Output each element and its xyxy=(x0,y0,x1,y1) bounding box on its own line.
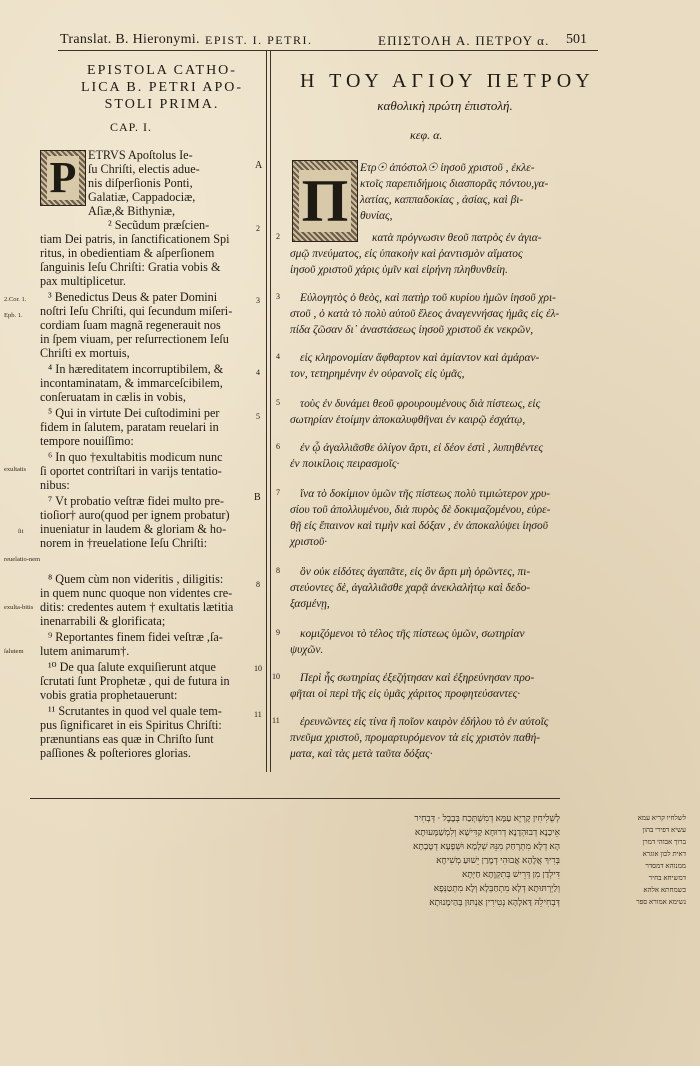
page-number: 501 xyxy=(566,32,587,47)
greek-text-line: ἐρευνῶντες εἰς τίνα ἢ ποῖον καιρὸν ἐδήλου τὸ ἐν αὐτοῖς xyxy=(300,716,549,728)
greek-text-line: θῇ εἰς ἔπαινον καὶ τιμὴν καὶ δόξαν , ἐν ἀποκαλύψει ἰησοῦ xyxy=(290,520,548,532)
hebrew-text-line: הָא דְלָא מִתְרְחַק מִנֵּהּ שְׁלָמָא וּשְׁפָעָא דְטָבָתָא xyxy=(412,841,560,851)
greek-text-line: ἰησοῦ χριστοῦ χάρις ὑμῖν καὶ εἰρήνη πληθυνθείη. xyxy=(290,264,508,276)
margin-note: 2.Cor. 1. xyxy=(4,296,27,303)
latin-text-line: ETRVS Apoſtolus Ie- xyxy=(88,148,193,162)
latin-text-line: cordiam ſuam magnã regenerauit nos xyxy=(40,318,221,332)
greek-text-line: ὃν οὐκ εἰδότες ἀγαπᾶτε, εἰς ὃν ἄρτι μὴ ὁρῶντες, πι- xyxy=(300,566,531,578)
running-header-left: Translat. B. Hieronymi. xyxy=(60,32,200,47)
latin-text-line: Chriſti ex mortuis, xyxy=(40,346,130,360)
greek-text-line: πίδα ζῶσαν δι᾽ ἀναστάσεως ἰησοῦ χριστοῦ ἐκ νεκρῶν, xyxy=(290,324,534,336)
greek-text-line: σωτηρίαν ἑτοίμην ἀποκαλυφθῆναι ἐν καιρῷ ἐσχάτῳ, xyxy=(290,414,526,426)
latin-text-line: ſu Chriſti, electis adue- xyxy=(88,162,200,176)
latin-text-line: conſeruatam in cælis in vobis, xyxy=(40,390,186,404)
greek-verse-number: 7 xyxy=(276,488,280,497)
latin-text-line: ³ Benedictus Deus & pater Domini xyxy=(48,290,218,304)
latin-text-line: in ſpem viuam, per reſurrectionem Ieſu xyxy=(40,332,229,346)
greek-text-line: ξασμένῃ, xyxy=(290,598,330,610)
latin-text-line: ⁸ Quem cùm non videritis , diligitis: xyxy=(48,572,224,586)
latin-text-line: ⁷ Vt probatio veſtræ fidei multo pre- xyxy=(48,494,224,508)
latin-drop-cap-letter: P xyxy=(47,156,80,200)
greek-text-line: φῆται οἱ περὶ τῆς εἰς ὑμᾶς χάριτος προφητεύσαντες· xyxy=(290,688,521,700)
greek-text-line: Περὶ ἧς σωτηρίας ἐξεζήτησαν καὶ ἐξηρεύνησαν προ- xyxy=(300,672,535,684)
footer-rule xyxy=(30,798,560,799)
greek-text-line: ἐν ᾧ ἀγαλλιᾶσθε ὀλίγον ἄρτι, εἰ δέον ἐστὶ , λυπηθέντες xyxy=(300,442,543,454)
latin-text-line: paſſiones & poſteriores glorias. xyxy=(40,746,191,760)
greek-text-line: Εὐλογητὸς ὁ θεὸς, καὶ πατὴρ τοῦ κυρίου ἡμῶν ἰησοῦ χρι- xyxy=(300,292,556,304)
latin-text-line: pax multiplicetur. xyxy=(40,274,126,288)
hebrew-margin-line: לשלחיו קריא עמא xyxy=(637,814,686,822)
latin-title-line: STOLI PRIMA. xyxy=(104,97,220,112)
greek-title: Η ΤΟΥ ΑΓΙΟΥ ΠΕΤΡΟΥ xyxy=(300,70,595,92)
greek-verse-number: 3 xyxy=(276,292,280,301)
latin-text-line: ſcrutati ſunt Prophetæ , qui de futura in xyxy=(40,674,230,688)
hebrew-margin-line: נשימא אמורא ספר xyxy=(636,898,686,906)
margin-note: exultatis xyxy=(4,466,27,473)
greek-text-line: στεύοντες δὲ, ἀγαλλιᾶσθε χαρᾷ ἀνεκλαλήτῳ καὶ δεδο- xyxy=(290,582,531,594)
latin-text-line: nis diſperſionis Ponti, xyxy=(88,176,193,190)
latin-drop-cap xyxy=(40,150,86,206)
latin-verse-number: 10 xyxy=(254,664,262,673)
greek-text-line: ἐν ποικίλοις πειρασμοῖς· xyxy=(290,458,400,470)
greek-text-line: εἰς κληρονομίαν ἄφθαρτον καὶ ἀμίαντον καὶ ἀμάραν- xyxy=(300,352,540,364)
latin-text-line: ſanguinis Ieſu Chriſti: Gratia vobis & xyxy=(40,260,221,274)
greek-text-line: ἵνα τὸ δοκίμιον ὑμῶν τῆς πίστεως πολὺ τιμιώτερον χρυ- xyxy=(300,488,551,500)
margin-note: ſalutem xyxy=(4,648,24,655)
greek-verse-number: 9 xyxy=(276,628,280,637)
latin-text-line: Galatiæ, Cappadociæ, xyxy=(88,190,196,204)
latin-section-mark: A xyxy=(255,160,263,171)
latin-text-line: ritus, in obedientiam & aſperſionem xyxy=(40,246,215,260)
greek-verse-number: 10 xyxy=(272,672,280,681)
latin-text-line: prænuntians eas quæ in Chriſto ſunt xyxy=(40,732,214,746)
latin-text-line: norem in †reuelatione Ieſu Chriſti: xyxy=(40,536,208,550)
latin-text-line: inueniatur in laudem & gloriam & ho- xyxy=(40,522,227,536)
greek-drop-cap-letter: Π xyxy=(299,170,352,232)
latin-text-line: ⁹ Reportantes finem fidei veſtræ ,ſa- xyxy=(48,630,223,644)
hebrew-text-line: בְּרִיךְ אֲלָהָא אֲבוּהִי דְמָרַן יֵשׁוּעַ מְשִׁיחָא xyxy=(436,855,560,865)
latin-verse-number: 3 xyxy=(256,296,260,305)
greek-text-line: σμῷ πνεύματος, εἰς ὑπακοὴν καὶ ῥαντισμὸν αἵματος xyxy=(290,248,523,260)
latin-verse-number: 11 xyxy=(254,710,262,719)
hebrew-margin-line: ממנוהא דמסדר xyxy=(645,862,686,870)
latin-text-line: noſtri Ieſu Chriſti, qui ſecundum miſeri- xyxy=(40,304,233,318)
latin-verse-number: 8 xyxy=(256,580,260,589)
latin-text-line: tioſior† auro(quod per ignem probatur) xyxy=(40,508,230,522)
latin-text-line: lutem animarum†. xyxy=(40,644,130,658)
greek-verse-number: 11 xyxy=(272,716,280,725)
margin-note: exulta-bitis xyxy=(4,604,34,611)
hebrew-text-line: וְלַיְרְתּוּתָא דְלָא מִתְחַבְּלָא וְלָא מִתְטַנְּפָא xyxy=(433,883,560,893)
latin-title xyxy=(62,62,262,113)
latin-text-line: nibus: xyxy=(40,478,70,492)
greek-verse-number: 2 xyxy=(276,232,280,241)
latin-text-line: tempore nouiſſimo: xyxy=(40,434,134,448)
hebrew-text-line: אֵיכַנָא דְבוּהְדָנָא דְרוּחָא קַדִּישָׁא וְלִמְשַׁמָּעוּתָא xyxy=(414,827,560,837)
running-header-middle: EPIST. I. PETRI. xyxy=(205,33,313,47)
latin-text-line: ² Secũdum præſcien- xyxy=(108,218,210,232)
greek-text-line: πνεῦμα χριστοῦ, προμαρτυρόμενον τὰ εἰς χριστὸν παθή- xyxy=(290,732,541,744)
greek-text-line: Ετρ☉ ἀπόστολ☉ ἰησοῦ χριστοῦ , ἐκλε- xyxy=(360,162,535,174)
greek-text-line: σίου τοῦ ἀπολλυμένου, διὰ πυρὸς δὲ δοκιμαζομένου, εὑρε- xyxy=(290,504,551,516)
latin-text-line: ⁵ Qui in virtute Dei cuſtodimini per xyxy=(48,406,220,420)
greek-text-line: χριστοῦ· xyxy=(290,536,328,548)
latin-text-line: tiam Dei patris, in ſanctificationem Spi xyxy=(40,232,230,246)
hebrew-margin-line: ברוך אבוהי דמרן xyxy=(642,838,686,846)
latin-title-line: EPISTOLA CATHO- xyxy=(87,63,237,78)
hebrew-margin-line: כשמחתא אלהא xyxy=(643,886,686,894)
greek-text-line: τοὺς ἐν δυνάμει θεοῦ φρουρουμένους διὰ πίστεως, εἰς xyxy=(300,398,541,410)
running-header-right: ΕΠΙΣΤΟΛΗ Α. ΠΕΤΡΟΥ α. xyxy=(378,33,550,48)
latin-text-line: pus ſignificaret in eis Spiritus Chriſti: xyxy=(40,718,222,732)
greek-text-line: θυνίας, xyxy=(360,210,393,222)
latin-text-line: inenarrabili & glorificata; xyxy=(40,614,166,628)
latin-text-line: ⁶ In quo †exultabitis modicum nunc xyxy=(48,450,223,464)
latin-text-line: ¹¹ Scrutantes in quod vel quale tem- xyxy=(48,704,222,718)
greek-text-line: στοῦ , ὁ κατὰ τὸ πολὺ αὐτοῦ ἔλεος ἀναγεννήσας ἡμᾶς εἰς ἐλ- xyxy=(290,308,560,320)
greek-verse-number: 8 xyxy=(276,566,280,575)
hebrew-text-line: דִּילְדַן מִן דְּרֵישׁ בְּתִקְוָתָא חַיְּתָא xyxy=(461,869,560,879)
latin-text-line: incontaminatam, & immarceſcibilem, xyxy=(40,376,223,390)
column-divider-inner xyxy=(270,50,271,772)
latin-text-line: ditis: credentes autem † exultatis lætitia xyxy=(40,600,234,614)
greek-text-line: κτοῖς παρεπιδήμοις διασπορᾶς πόντου,γα- xyxy=(360,178,549,190)
greek-text-line: λατίας, καππαδοκίας , ἀσίας, καὶ βι- xyxy=(360,194,524,206)
latin-text-line: ⁴ In hæreditatem incorruptibilem, & xyxy=(48,362,224,376)
latin-text-line: Aſiæ,& Bithyniæ, xyxy=(88,204,176,218)
latin-text-line: fidem in ſalutem, paratam reuelari in xyxy=(40,420,219,434)
column-divider xyxy=(266,50,267,772)
margin-note: Epb. 1. xyxy=(4,312,23,319)
latin-section-mark: B xyxy=(254,492,261,503)
greek-verse-number: 5 xyxy=(276,398,280,407)
latin-text-line: vobis gratia prophetauerunt: xyxy=(40,688,178,702)
greek-chapter-heading: κεφ. α. xyxy=(410,128,443,142)
greek-verse-number: 4 xyxy=(276,352,280,361)
greek-text-line: κατὰ πρόγνωσιν θεοῦ πατρὸς ἐν ἁγια- xyxy=(372,232,542,244)
greek-text-line: κομιζόμενοι τὸ τέλος τῆς πίστεως ὑμῶν, σωτηρίαν xyxy=(300,628,525,640)
greek-drop-cap xyxy=(292,160,358,242)
greek-text-line: ψυχῶν. xyxy=(290,644,324,656)
latin-verse-number: 5 xyxy=(256,412,260,421)
margin-note: ſit xyxy=(18,528,24,535)
latin-text-line: in quem nunc quoque non videntes cre- xyxy=(40,586,233,600)
greek-subtitle: καθολικὴ πρώτη ἐπιστολή. xyxy=(377,98,513,113)
hebrew-margin-line: דאית לכון אוגרא xyxy=(642,850,686,858)
header-rule xyxy=(58,50,598,51)
hebrew-margin-line: דמשיחא בחיר xyxy=(648,874,686,882)
latin-verse-number: 2 xyxy=(256,224,260,233)
latin-chapter-heading: CAP. I. xyxy=(110,120,153,134)
latin-verse-number: 4 xyxy=(256,368,260,377)
margin-note: reuelatio-nem xyxy=(4,556,41,563)
latin-text-line: ſi oportet contriſtari in varijs tentatio- xyxy=(40,464,222,478)
hebrew-text-line: דְּבְחִילֵהּ דַּאלָהָא נְטִירִין אַנְתּוּן בְּהַימָנוּתָא xyxy=(429,897,560,907)
greek-text-line: ματα, καὶ τὰς μετὰ ταῦτα δόξας· xyxy=(290,748,433,760)
hebrew-text-line: לְשְׁלִיחִין קָרְיָא עַמָּא דְמִשְׁתְּכַח בְּבָבֶל · דְּבְחִיר xyxy=(414,813,560,823)
greek-verse-number: 6 xyxy=(276,442,280,451)
latin-text-line: ¹⁰ De qua ſalute exquiſierunt atque xyxy=(48,660,216,674)
hebrew-margin-line: עשיא דפירי בהון xyxy=(642,826,686,834)
latin-title-line: LICA B. PETRI APO- xyxy=(80,80,243,95)
greek-text-line: τον, τετηρημένην ἐν οὐρανοῖς εἰς ὑμᾶς, xyxy=(290,368,465,380)
